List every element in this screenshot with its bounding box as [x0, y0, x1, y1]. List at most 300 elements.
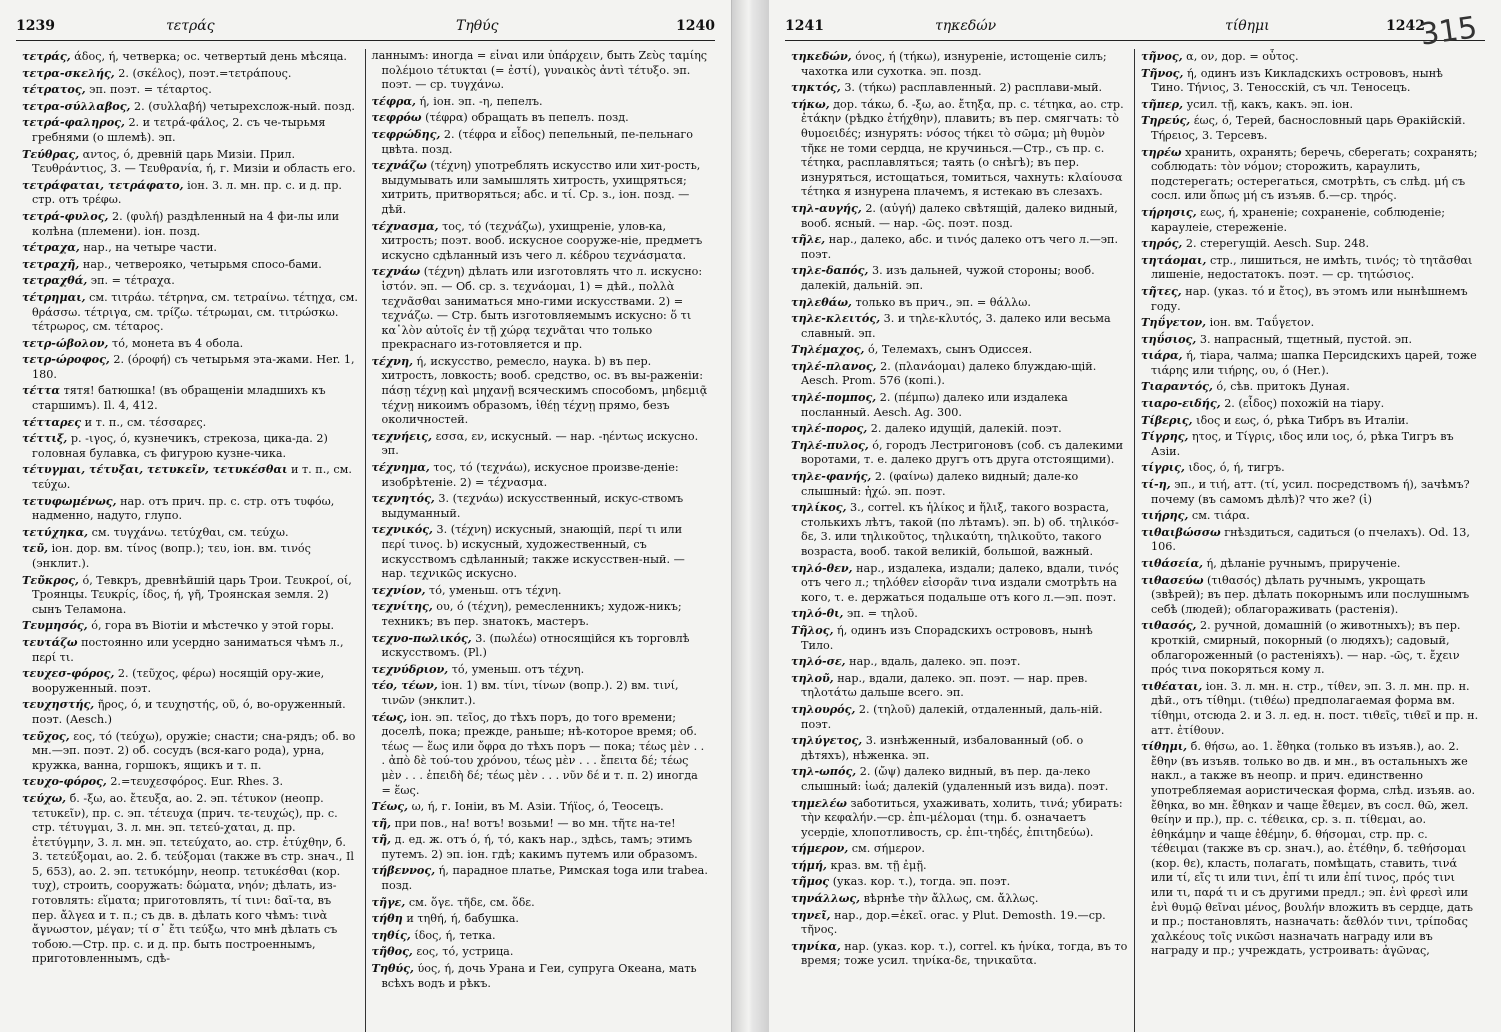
- dictionary-entry: [372, 911, 710, 927]
- dictionary-entry: [791, 671, 1128, 701]
- entry-headword: τεχνικός,: [371, 522, 433, 537]
- dictionary-entry: [372, 895, 710, 911]
- dictionary-entry: [791, 342, 1128, 358]
- dictionary-entry: [791, 623, 1128, 653]
- dictionary-entry: [22, 209, 359, 239]
- entry-definition: 2. (πλανάομαι) далеко блуждаю-щій. Aesch. Prom. 576 (копі.).: [801, 359, 1097, 388]
- entry-definition: τό, уменьш. отъ τέχνη.: [451, 662, 585, 676]
- dictionary-entry: [1141, 236, 1479, 252]
- entry-headword: τηθίς,: [371, 927, 411, 942]
- entry-definition: έως, ό, Терей, баснословный царь Ѳракійскій. Τήρειος, 3. Терсевъ.: [1151, 114, 1466, 142]
- entry-definition: ό, гора въ Віотіи и мѣстечко у этой горы.: [91, 619, 335, 633]
- entry-headword: τευχο-φόρος,: [22, 774, 107, 789]
- dictionary-entry: [22, 99, 359, 115]
- entry-definition: эп., и τιή, атт. (τί, усил. посредствомъ ή), зачѣмъ? почему (въ самомъ дѣлѣ)? что же? (ἰ): [1151, 478, 1470, 506]
- entry-definition: ιδος и εως, ό, рѣка Тибръ въ Италіи.: [1196, 413, 1409, 427]
- entry-definition: 2. стерегущій. Aesch. Sup. 248.: [1185, 237, 1370, 251]
- entry-headword: τιθέαται,: [1141, 678, 1203, 693]
- left-page: [0, 0, 732, 1032]
- entry-headword: Τιαραντός,: [1141, 379, 1213, 394]
- entry-headword: τέτραχα,: [22, 240, 80, 255]
- dictionary-entry: [22, 352, 359, 382]
- entry-definition: ό, городъ Лестригоновъ (соб. съ далекими воротами, т. е. далеко другъ отъ друга отстоящими).: [801, 438, 1124, 467]
- entry-definition: τος, τό (τεχνάζω), ухищреніе, улов-ка, хитрость; поэт. вооб. искусное сооруже-ніе, предметъ искусно сдѣланный изъ чего л. κέδρου τεχνάσματα.: [381, 219, 703, 262]
- entry-headword: τιθάσεία,: [1141, 556, 1203, 570]
- left-page-header: [16, 14, 715, 41]
- page-number-right: 1242: [1386, 18, 1425, 34]
- dictionary-entry: [1141, 332, 1479, 348]
- dictionary-entry: [372, 264, 710, 353]
- entry-definition: άδος, ή, четверка; ос. четвертый день мѣсяца.: [74, 50, 347, 63]
- entry-definition: ω, ή, г. Іоніи, въ М. Азіи. Τήϊος, ό, Теосецъ.: [411, 800, 664, 814]
- entry-definition: ή, іон. эп. -η, пепелъ.: [419, 94, 543, 108]
- entry-headword: τηνεῖ,: [791, 907, 831, 922]
- page-number-right: 1240: [676, 18, 715, 34]
- running-head-right: Τηθύς: [456, 18, 499, 34]
- entry-definition: 2. далеко идущій, далекій. поэт.: [870, 422, 1062, 436]
- entry-headword: τέως,: [371, 709, 408, 724]
- entry-headword: τεχνο-πωλικός,: [371, 630, 472, 645]
- entry-definition: 2. (αὐγή) далеко свѣтящій, далеко видный, вооб. ясный. — нар. -ῶς. поэт. позд.: [801, 201, 1118, 230]
- entry-headword: τήκω,: [791, 96, 830, 111]
- dictionary-entry: [1141, 253, 1479, 283]
- dictionary-entry: [372, 799, 710, 815]
- entry-headword: τεῦ,: [22, 541, 48, 556]
- dictionary-entry: [22, 431, 359, 461]
- entry-headword: τηλε-φανής,: [791, 469, 872, 484]
- dictionary-entry: [791, 201, 1128, 231]
- entry-definition: 2. (τηλοῦ) далекій, отдаленный, даль-ній. поэт.: [801, 702, 1103, 731]
- entry-headword: Τίγρης,: [1141, 429, 1189, 444]
- entry-definition: 2. (συλλαβή) четырехслож-ный. позд.: [134, 99, 355, 113]
- running-head-left: τηκεδών: [935, 18, 997, 34]
- entry-headword: τεχνίον,: [371, 582, 426, 597]
- entry-headword: τιαρο-ειδής,: [1141, 396, 1221, 411]
- dictionary-entry: [22, 147, 359, 177]
- dictionary-entry: [1141, 739, 1479, 959]
- entry-headword: τίθημι,: [1141, 739, 1188, 754]
- entry-definition: 2. (ὤψ) далеко видный, въ пер. да-леко слышный: ἰωά; далекій (удаленный изъ вида). поэт.: [801, 765, 1109, 793]
- entry-headword: τετράφαται, τετράφατο,: [22, 177, 184, 192]
- entry-headword: Τεῦκρος,: [22, 572, 79, 587]
- entry-headword: τιθασεύω: [1141, 572, 1204, 587]
- entry-headword: Τέως,: [371, 799, 408, 814]
- dictionary-entry: [372, 599, 710, 629]
- entry-headword: τῆμος: [791, 874, 830, 889]
- entry-definition: іон. вм. Ταΰγετον.: [1209, 316, 1315, 330]
- entry-definition: εος, τό, устрица.: [416, 945, 514, 959]
- entry-definition: ιδος, ό, ή, тигръ.: [1188, 461, 1285, 475]
- entry-definition: эп. поэт. = τέταρτος.: [89, 83, 212, 97]
- dictionary-entry: [791, 908, 1128, 938]
- dictionary-entry: [1141, 66, 1479, 96]
- dictionary-entry: [22, 541, 359, 571]
- entry-definition: τό, монета въ 4 обола.: [112, 336, 244, 350]
- entry-headword: τητάομαι,: [1141, 252, 1207, 267]
- entry-definition: 3. (τεχνάω) искусственный, искус-ствомъ выдуманный.: [381, 492, 684, 520]
- entry-headword: τηλουρός,: [791, 701, 856, 716]
- dictionary-entry: [372, 110, 710, 126]
- entry-definition: ητος, и Τίγρις, ιδος или ιος, ό, рѣка Тигръ въ Азіи.: [1151, 430, 1454, 458]
- dictionary-entry: [1141, 205, 1479, 235]
- entry-headword: τετρ-ώβολον,: [22, 335, 109, 350]
- entry-definition: 2. (εἶδος) похожій на тіару.: [1224, 397, 1385, 411]
- entry-definition: (τιθασός) дѣлать ручнымъ, укрощать (звѣрей); въ пер. дѣлать покорнымъ или послушнымъ себѣ (людей); облагораживать (растенія).: [1151, 573, 1470, 616]
- dictionary-entry: [791, 311, 1128, 341]
- dictionary-entry: [22, 697, 359, 727]
- dictionary-entry: [791, 858, 1128, 874]
- running-head-right: τίθημι: [1225, 18, 1270, 34]
- entry-headword: τεχνητός,: [371, 491, 435, 506]
- entry-definition: б. θήσω, ао. 1. ἔθηκα (только въ изъяв.), ао. 2. ἔθην (въ изъяв. только во дв. и мн., въ остальныхъ же накл., а также въ неопр. и прич. единственно употребляемая аористическая форма, слѣд. изъяв. ао. ἔθηκα, во мн. ἔθηκαν и чаще ἔθεμεν, въ сосл. θῶ, жел. θείην и пр.), пр. с. τέθεικα, ср. з. п. τίθεμαι, ао. ἐθηκάμην и чаще ἐθέμην, б. θήσομαι, стр. пр. с. τέθειμαι (также въ ср. знач.), ао. ἐτέθην, б. τεθήσομαι (кор. θε), класть, полагать, помѣщать, ставить, τινά или τί, εἴς τι или τινι, ἐπί τι или ἐπί τινος, πρός τινι или τι, παρά τι и съ другими предл.; эп. ἐνὶ φρεσὶ или ἐνὶ θυμῷ θεῖναι μένος, βουλήν вложить въ сердце, дать и пр.; постановлять, назначать: ἄεθλόν τινι, τρίποδας χαλκέους τοῖς νικῶσι назначать награду или въ награду и пр.; учреждать, устроивать: ἀγῶνας,: [1151, 740, 1476, 958]
- entry-definition: см. τυγχάνω. τετύχθαι, см. τεύχω.: [91, 525, 289, 539]
- entry-headword: Τηΰγετον,: [1141, 315, 1207, 330]
- entry-definition: α, ον, дор. = οὗτος.: [1186, 50, 1299, 63]
- entry-definition: и т. п., см. τεύχω.: [32, 463, 352, 492]
- dictionary-entry: [22, 273, 359, 289]
- entry-headword: τεχνίτης,: [371, 599, 433, 614]
- entry-headword: τετραχθά,: [22, 273, 88, 288]
- dictionary-entry: [1141, 413, 1479, 429]
- entry-definition: εσσα, εν, искусный. — нар. -ηέντως искусно. эп.: [381, 429, 699, 458]
- entry-headword: τέτταρες: [22, 414, 82, 429]
- book-gutter: [732, 0, 769, 1032]
- entry-definition: стр., лишиться, не имѣть, τινός; τὸ τητᾶσθαι лишеніе, недостатокъ. поэт. — ср. τητώσιος.: [1151, 253, 1473, 282]
- entry-definition: 3. (τήκω) расплавленный. 2) расплави-мый.: [844, 81, 1103, 95]
- entry-definition: и τηθή, ή, бабушка.: [406, 912, 519, 926]
- dictionary-entry: [791, 654, 1128, 670]
- entry-definition: тятя! батюшка! (въ обращеніи младшихъ къ старшимъ). Il. 4, 412.: [32, 384, 326, 413]
- entry-headword: τηνάλλως,: [791, 891, 861, 906]
- entry-headword: τεχνάω: [371, 264, 421, 279]
- entry-headword: τηκεδών,: [791, 49, 852, 63]
- entry-definition: 2. (τέφρα и εἶδος) пепельный, пе-пельнаго цвѣта. позд.: [381, 127, 694, 156]
- right-page-header: [785, 10, 1485, 53]
- dictionary-entry: [22, 494, 359, 524]
- entry-definition: ή, одинъ изъ Кикладскихъ острововъ, нынѣ Тино. Τήνιος, 3. Теносскій, съ чл. Теносецъ.: [1151, 66, 1443, 95]
- entry-definition: нар. (указ. кор. τ.), correl. къ ἡνίκα, тогда, въ то время; тоже усил. τηνίκα-δε, τηνικαῦτα.: [801, 939, 1128, 968]
- running-head-left: τετράς: [166, 18, 215, 34]
- entry-headword: τετρα-σύλλαβος,: [22, 98, 131, 113]
- dictionary-entry: [791, 49, 1128, 79]
- dictionary-entry: [1141, 460, 1479, 476]
- dictionary-entry: [22, 49, 359, 65]
- entry-definition: іон. 1) вм. τίνι, τίνων (вопр.). 2) вм. τινί, τινῶν (энклит.).: [381, 679, 679, 707]
- dictionary-entry: [372, 928, 710, 944]
- entry-headword: τηλίκος,: [791, 500, 847, 515]
- dictionary-entry: [791, 390, 1128, 420]
- entry-headword: τιάρα,: [1141, 348, 1183, 363]
- entry-headword: τευχεσ-φόρος,: [22, 666, 115, 681]
- entry-definition: 3. изъ дальней, чужой стороны; вооб. далекій, дальній. эп.: [801, 264, 1095, 292]
- dictionary-entry: [372, 491, 710, 521]
- entry-definition: εως, ή, храненіе; сохраненіе, соблюденіе; караулеіе, стереженіе.: [1151, 205, 1445, 234]
- dictionary-entry: [1141, 315, 1479, 331]
- entry-definition: нар., на четыре части.: [83, 241, 217, 255]
- page-number-left: 1241: [785, 18, 824, 34]
- dictionary-entry: [372, 662, 710, 678]
- entry-definition: όνος, ή (τήκω), изнуреніе, истощеніе силъ; чахотка или сухотка. эп. позд.: [801, 50, 1107, 78]
- entry-definition: заботиться, ухаживать, холить, τινά; убирать: τὴν κεφαλήν.—ср. ἐπι-μέλομαι (τημ. б. означаетъ усердіе, хлопотливость, ср. ἐπι-τηδές, ἐπιτηδεύω).: [801, 796, 1123, 839]
- entry-headword: Τεύθρας,: [22, 146, 80, 161]
- entry-definition: αντος, ό, древній царь Мизіи. Прил. Τευθράντιος, 3. — Τευθρανία, ή, г. Мизіи и область его.: [32, 147, 356, 176]
- entry-definition: ό, Телемахъ, сынъ Одиссея.: [868, 343, 1033, 357]
- entry-definition: 2. (φαίνω) далеко видный; дале-ко слышный: ἠχώ. эп. поэт.: [801, 470, 1079, 498]
- dictionary-entry: [791, 561, 1128, 606]
- entry-definition: іон. эп. τεῖος, до тѣхъ поръ, до того времени; доселѣ, пока; прежде, раньше; нѣ-которое время; об. τέως — ἕως или ὄφρα до тѣхъ поръ — пока; τέως μὲν . . . ἀπὸ δὲ τού-του χρόνου, τέως μὲν . . . ἔπειτα δέ; τέως μὲν . . . ἐπειδὴ δέ; τέως μὲν . . . νῦν δέ и т. п. 2) иногда = ἕως.: [381, 710, 705, 797]
- entry-definition: ή, одинъ изъ Спорадскихъ острововъ, нынѣ Тило.: [801, 623, 1093, 652]
- dictionary-entry: [791, 796, 1128, 841]
- column-1: [16, 49, 366, 1032]
- dictionary-entry: [372, 522, 710, 581]
- dictionary-entry: [22, 462, 359, 492]
- dictionary-entry: [372, 944, 710, 960]
- dictionary-entry: [22, 290, 359, 335]
- handwritten-note: 315: [1417, 10, 1480, 53]
- entry-headword: τήθη: [371, 911, 403, 926]
- entry-definition: нар., дор.=ἐκεῖ. orac. у Plut. Demosth. 19.—ср. τῆνος.: [801, 908, 1106, 937]
- dictionary-entry: [372, 710, 710, 799]
- entry-headword: τῆπερ,: [1141, 96, 1183, 111]
- entry-headword: τήμερον,: [791, 841, 849, 856]
- entry-headword: τέτρατος,: [22, 82, 86, 97]
- dictionary-entry: [1141, 379, 1479, 395]
- dictionary-entry: [791, 469, 1128, 499]
- dictionary-entry: [22, 729, 359, 774]
- entry-headword: τήβεννος,: [371, 863, 436, 878]
- entry-headword: τήμή,: [791, 857, 827, 872]
- entry-definition: нар., четверояко, четырьмя спосо-бами.: [82, 257, 322, 271]
- dictionary-entry: [22, 82, 359, 98]
- entry-headword: τίγρις,: [1141, 460, 1185, 475]
- entry-definition: см. σήμερον.: [851, 842, 925, 856]
- entry-headword: τέτρημαι,: [22, 289, 86, 304]
- right-page: [769, 0, 1501, 1032]
- entry-definition: ланнымъ: иногда = εἶναι или ὑπάρχειν, быть Ζεὺς ταμίης πολέμοιο τέτυκται (= ἐστί), γυναικὸς ἀντὶ τέτυξο. эп. поэт. — ср. τυγχάνω.: [371, 49, 708, 92]
- entry-definition: 3. (πωλέω) относящійся къ торговлѣ искусствомъ. (Pl.): [381, 631, 690, 660]
- entry-definition: гнѣздиться, садиться (о пчелахъ). Od. 13, 106.: [1151, 525, 1470, 554]
- dictionary-entry: [791, 232, 1128, 262]
- dictionary-entry: [22, 178, 359, 208]
- entry-headword: τετυφωμένως,: [22, 493, 117, 508]
- entry-headword: τηλέ-πλανος,: [791, 358, 877, 373]
- entry-definition: ή, тіара, чалма; шапка Персидскихъ царей, тоже τιάρης или τιήρης, ου, ό (Her.).: [1151, 349, 1477, 377]
- dictionary-entry: [791, 80, 1128, 96]
- entry-headword: Τηρεύς,: [1141, 113, 1191, 128]
- entry-headword: τηκτός,: [791, 80, 841, 95]
- entry-definition: τό, уменьш. отъ τέχνη.: [429, 583, 562, 597]
- entry-definition: хранить, охранять; беречь, сберегать; сохранять; соблюдать: τὸν νόμον; сторожить, караулить, подстерегать; остерегаться, смотрѣть, съ слѣд. μή съ сосл. или ὅπως μή съ изъяв. б.—ср. τηρός.: [1151, 145, 1478, 203]
- entry-headword: τημελέω: [791, 795, 847, 810]
- entry-headword: τηλέ-πομπος,: [791, 390, 877, 405]
- dictionary-entry: [1141, 145, 1479, 204]
- entry-headword: τῆγε,: [371, 894, 406, 909]
- entry-definition: нар., издалека, издали; далеко, вдали, τινός отъ чего л.; τηλόθεν εἰσορᾶν τινα издали смотрѣть на кого, τ. е. держаться подальше отъ кого л.—эп. поэт.: [801, 561, 1119, 604]
- entry-headword: τεύχω,: [22, 790, 66, 805]
- entry-headword: τετρά-φυλος,: [22, 208, 109, 223]
- entry-definition: ή, дѣланіе ручнымъ, прирученіе.: [1206, 557, 1401, 570]
- entry-definition: ύος, ή, дочь Урана и Геи, супруга Океана, мать всѣхъ водъ и рѣкъ.: [381, 962, 697, 990]
- entry-definition: 3. напрасный, тщетный, пустой. эп.: [1199, 332, 1413, 346]
- entry-definition: и т. п., см. τέσσαρες.: [84, 415, 207, 429]
- entry-definition: р. -ιγος, ό, кузнечикъ, стрекоза, цика-да. 2) головная булавка, съ фигурою кузне-чика.: [32, 432, 328, 460]
- entry-definition: ό, Тевкръ, древнѣйшій царь Трои. Τευκροί, οί, Троянцы. Τευκρίς, ίδος, ή, γῆ, Троянская земля. 2) сынъ Теламона.: [32, 573, 352, 616]
- entry-definition: см. ὅγε. τῆδε, см. ὅδε.: [408, 895, 535, 909]
- entry-headword: τηλ-ωπός,: [791, 764, 857, 779]
- entry-headword: τῆθος,: [371, 944, 413, 959]
- entry-headword: τηνίκα,: [791, 938, 841, 953]
- dictionary-entry: [22, 791, 359, 967]
- entry-definition: только въ прич., эп. = θάλλω.: [855, 295, 1031, 309]
- dictionary-entry: [22, 774, 359, 790]
- dictionary-entry: [372, 631, 710, 661]
- entry-headword: τηρός,: [1141, 236, 1183, 251]
- dictionary-entry: [372, 429, 710, 459]
- dictionary-entry: [372, 127, 710, 157]
- entry-definition: (τέχνη) дѣлать или изготовлять что л. искусно: ἱστόν. эп. — Об. ср. з. τεχνάομαι, 1) = дѣй., πολλὰ τεχνᾶσθαι заниматься мно-гими искусствами. 2) = τεχνάζω. — Стр. быть изготовляемымъ искусно: ὅ τι κα᾿λὸν αὐτοῖς ἐν τῇ χώρᾳ τεχνᾶται что только прекраснаго из-готовляется и пр.: [381, 265, 703, 352]
- entry-definition: (τέφρα) обращать въ пепелъ. позд.: [425, 111, 629, 125]
- entry-headword: τεχνύδριον,: [371, 661, 449, 676]
- entry-definition: нар. (указ. τό и ἔτος), въ этомъ или нынѣшнемъ году.: [1151, 284, 1468, 313]
- entry-headword: τηλό-σε,: [791, 654, 846, 669]
- dictionary-entry: [1141, 477, 1479, 507]
- dictionary-entry: [22, 573, 359, 618]
- entry-headword: τέττα: [22, 383, 60, 398]
- dictionary-entry: [372, 49, 710, 93]
- entry-headword: τετρά-φαληρος,: [22, 115, 125, 130]
- entry-headword: Τίβερις,: [1141, 412, 1193, 427]
- entry-definition: 2. ручной, домашній (о животныхъ); въ пер. кроткій, смирный, покорный (о людяхъ); садовый, облагороженный (о растеніяхъ). — нар. -ῶς, τ. ἔχειν πρός τινα покоряться кому л.: [1151, 619, 1461, 677]
- dictionary-entry: [791, 874, 1128, 890]
- entry-headword: τηλε-δαπός,: [791, 263, 869, 278]
- entry-definition: вѣрнѣе τὴν ἄλλως, см. ἄλλως.: [863, 892, 1039, 906]
- dictionary-entry: [791, 733, 1128, 763]
- entry-headword: τεχνάζω: [371, 158, 427, 173]
- dictionary-entry: [1141, 429, 1479, 459]
- entry-headword: τῆτες,: [1141, 283, 1182, 298]
- left-page-columns: [16, 49, 715, 1032]
- entry-headword: τεφρόω: [371, 110, 422, 125]
- right-page-columns: [785, 49, 1485, 1032]
- entry-headword: τεῦχος,: [22, 728, 70, 743]
- entry-definition: краз. вм. τῇ ἐμῇ.: [830, 858, 927, 872]
- entry-definition: постоянно или усердно заниматься чѣмъ л., περί τι.: [32, 635, 344, 664]
- entry-headword: Τηλέ-πυλος,: [791, 437, 869, 452]
- entry-headword: τηλό-θεν,: [791, 560, 853, 575]
- entry-headword: τέο, τέων,: [371, 678, 438, 693]
- entry-definition: 2. (πέμπω) далеко или издалека посланный. Aesch. Ag. 300.: [801, 391, 1068, 419]
- entry-definition: ό, сѣв. притокъ Дуная.: [1216, 380, 1350, 394]
- entry-definition: дор. τάκω, б. -ξω, ао. ἔτηξα, пр. с. τέτηκα, ао. стр. ἐτάκην (рѣдко ἐτήχθην), плавить; въ пер. смягчать: τὸ θυμοειδές; изнурять: νόσος τήκει τὸ σῶμα; μὴ θυμὸν τῆκε не томи сердца, не кручинься.—Стр., съ пр. с. τέτηκα, расплавляться; таять (о снѣгѣ); въ пер. изнуряться, истощаться, томиться, чахнуть: κλαίουσα τέτηκα я изнурена плачемъ, я истекаю въ слезахъ.: [801, 97, 1124, 199]
- dictionary-entry: [372, 863, 710, 893]
- dictionary-entry: [22, 415, 359, 431]
- entry-headword: τηλύγετος,: [791, 733, 863, 748]
- entry-definition: 3. (τέχνη) искусный, знающій, περί τι или περί τινος. b) искусный, художественный, съ искусствомъ сдѣланный; также искусствен-ный. — нар. τεχνικῶς искусно.: [381, 523, 685, 581]
- entry-definition: 2. (σκέλος), поэт.=τετράπους.: [118, 66, 292, 80]
- entry-headword: τέτυγμαι, τέτυξαι, τετυκεῖν, τετυκέσθαι: [22, 462, 288, 477]
- entry-headword: τετράς,: [22, 49, 71, 63]
- entry-definition: при пов., на! вотъ! возьми! — во мн. τῆτε на-те!: [394, 816, 676, 830]
- dictionary-entry: [22, 115, 359, 145]
- dictionary-entry: [791, 97, 1128, 200]
- entry-definition: см. τιτράω. τέτρηνα, см. τετραίνω. τέτηχα, см. θράσσω. τέτριγα, см. τρίζω. τέτρωμαι, см. τιτρώσκω. τέτρωρος, см. τέταρος.: [32, 290, 358, 334]
- dictionary-entry: [1141, 679, 1479, 738]
- column-2: [1135, 49, 1485, 1032]
- dictionary-entry: [372, 961, 710, 991]
- entry-headword: τῆλε,: [791, 232, 826, 247]
- entry-definition: эп. = τέτραχα.: [90, 274, 175, 288]
- dictionary-entry: [372, 460, 710, 490]
- entry-headword: τηλε-κλειτός,: [791, 311, 881, 326]
- entry-headword: τετρα-σκελής,: [22, 65, 115, 80]
- entry-headword: Τῆνος,: [1141, 65, 1184, 80]
- dictionary-entry: [791, 500, 1128, 559]
- dictionary-entry: [372, 816, 710, 832]
- dictionary-entry: [22, 666, 359, 696]
- dictionary-entry: [1141, 97, 1479, 113]
- entry-headword: τηλέ-πορος,: [791, 421, 868, 436]
- entry-headword: Τηθύς,: [371, 961, 414, 976]
- entry-definition: 3. изнѣженный, избалованный (об. о дѣтяхъ), нѣженка. эп.: [801, 734, 1084, 762]
- entry-definition: 3. и τηλε-κλυτός, 3. далеко или весьма славный. эп.: [801, 312, 1111, 340]
- page-number-left: 1239: [16, 18, 55, 34]
- entry-headword: τῆ,: [371, 815, 392, 830]
- dictionary-entry: [1141, 618, 1479, 677]
- entry-headword: τιθαιβώσσω: [1141, 524, 1221, 539]
- entry-headword: τιθασός,: [1141, 618, 1197, 633]
- dictionary-entry: [22, 336, 359, 352]
- entry-definition: нар. отъ прич. пр. с. стр. отъ τυφόω, надменно, надуто, глупо.: [32, 494, 335, 523]
- entry-headword: τηΰσιος,: [1141, 331, 1197, 346]
- entry-headword: Τῆλος,: [791, 622, 834, 637]
- dictionary-entry: [791, 891, 1128, 907]
- entry-headword: τηλοῦ,: [791, 670, 834, 685]
- dictionary-entry: [1141, 396, 1479, 412]
- entry-definition: ῆρος, ό, и τευχηστής, οῦ, ό, во-оруженный. поэт. (Aesch.): [32, 698, 346, 726]
- entry-headword: τί-η,: [1141, 477, 1171, 492]
- column-1: [785, 49, 1135, 1032]
- entry-headword: τηλό-θι,: [791, 606, 844, 621]
- dictionary-entry: [372, 832, 710, 862]
- dictionary-entry: [791, 421, 1128, 437]
- entry-headword: τεχνήεις,: [371, 428, 433, 443]
- entry-definition: нар., вдаль, далеко. эп. поэт.: [849, 655, 1021, 669]
- entry-headword: τῆνος,: [1141, 49, 1183, 63]
- dictionary-entry: [372, 354, 710, 428]
- entry-headword: τῆ,: [371, 832, 392, 847]
- dictionary-entry: [791, 295, 1128, 311]
- entry-headword: Τευμησός,: [22, 618, 88, 633]
- dictionary-entry: [22, 66, 359, 82]
- entry-definition: τος, τό (τεχνάω), искусное произве-деніе: изобрѣтеніе. 2) = τέχνασμα.: [381, 461, 679, 489]
- entry-definition: іон. 3. л. мн. н. стр., τίθεν, эп. 3. л. мн. пр. н. дѣй., отъ τίθημι. (τιθέω) предполагаемая форма вм. τίθημι, отсюда 2. и 3. л. ед. н. пост. τιθεῖς, τιθεῖ и пр. н. атт. ἐτίθουν.: [1151, 679, 1479, 737]
- entry-definition: нар., вдали, далеко. эп. поэт. — нар. прев. τηλοτάτω дальше всего. эп.: [801, 671, 1088, 700]
- entry-definition: 2. (όροφή) съ четырьмя эта-жами. Her. 1, 180.: [32, 353, 355, 381]
- dictionary-entry: [22, 635, 359, 665]
- entry-headword: τέχνη,: [371, 353, 413, 368]
- dictionary-entry: [22, 240, 359, 256]
- entry-definition: д. ед. ж. отъ ό, ή, τό, какъ нар., здѣсь, тамъ; этимъ путемъ. 2) эп. іон. гдѣ; какимъ путемъ или образомъ.: [381, 833, 698, 861]
- dictionary-entry: [372, 158, 710, 217]
- entry-headword: τεφρώδης,: [371, 126, 441, 141]
- dictionary-entry: [1141, 508, 1479, 524]
- dictionary-entry: [22, 618, 359, 634]
- entry-definition: 2. (τεῦχος, φέρω) носящій ору-жие, вооруженный. поэт.: [32, 667, 325, 695]
- dictionary-entry: [791, 359, 1128, 389]
- entry-definition: 2. и τετρά-φάλος, 2. съ че-тырьмя гребнями (о шлемѣ). эп.: [32, 116, 326, 144]
- dictionary-entry: [1141, 284, 1479, 314]
- dictionary-entry: [1141, 113, 1479, 143]
